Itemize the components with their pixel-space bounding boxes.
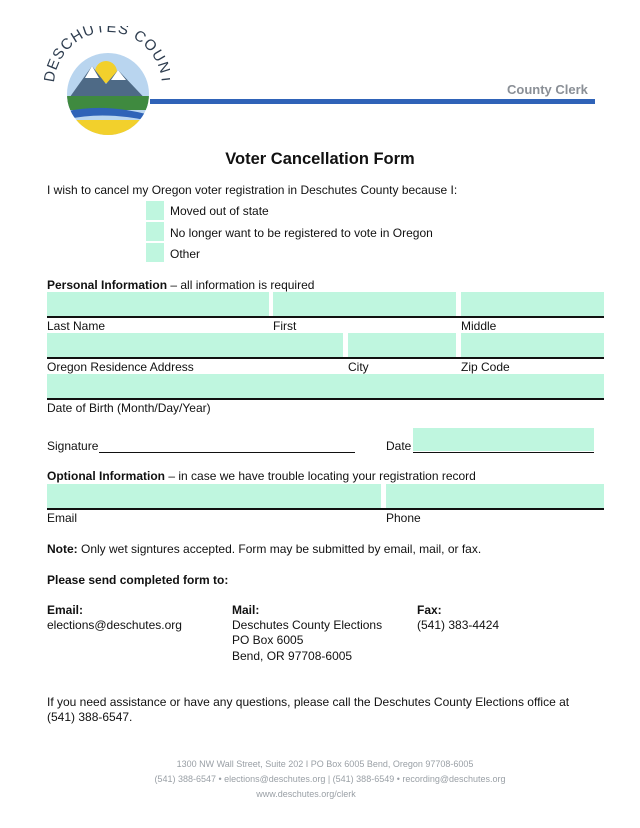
phone-label: Phone: [386, 511, 421, 525]
mail-address-line: PO Box 6005: [232, 633, 304, 647]
date-line: [413, 452, 594, 453]
footer-contacts: (541) 388-6547 • elections@deschutes.org | (541) 388-6549 • recording@deschutes.org: [154, 774, 506, 784]
personal-heading-bold: Personal Information: [47, 278, 168, 292]
middle-name-field[interactable]: [461, 292, 604, 316]
assistance-text: If you need assistance or have any questions, please call the Deschutes County Elections office at: [47, 695, 570, 709]
footer-address: 1300 NW Wall Street, Suite 202 I PO Box 6005 Bend, Oregon 97708-6005: [176, 759, 474, 769]
optional-heading-bold: Optional Information: [47, 469, 165, 483]
last-name-label: Last Name: [47, 319, 106, 333]
zip-field[interactable]: [461, 333, 604, 357]
mail-address-line: Bend, OR 97708-6005: [232, 649, 353, 663]
field-underline: [47, 508, 604, 510]
city-field[interactable]: [348, 333, 456, 357]
note: [47, 542, 481, 556]
field-underline: [47, 316, 604, 318]
personal-heading-sub: – all information is required: [167, 278, 315, 292]
phone-field[interactable]: [386, 484, 604, 508]
header-rule: [150, 99, 595, 104]
reason-label: Moved out of state: [170, 204, 269, 218]
assistance-text: (541) 388-6547.: [47, 710, 133, 724]
note-label: Note:: [47, 542, 78, 556]
date-field[interactable]: [413, 428, 594, 451]
reason-checkbox-no-longer[interactable]: [146, 222, 164, 241]
address-label: Oregon Residence Address: [47, 360, 194, 374]
email-label: Email: [47, 511, 78, 525]
dob-field[interactable]: [47, 374, 604, 398]
optional-info-heading: [47, 469, 476, 483]
email-contact-label: Email:: [47, 603, 84, 617]
fax-number: (541) 383-4424: [417, 618, 500, 632]
city-label: City: [348, 360, 369, 374]
signature-line[interactable]: [99, 452, 355, 453]
reason-checkbox-other[interactable]: [146, 243, 164, 262]
address-field[interactable]: [47, 333, 343, 357]
reason-label: Other: [170, 247, 201, 261]
reason-checkbox-moved[interactable]: [146, 201, 164, 220]
svg-text:DESCHUTES COUNTY: ESCHUTES COU: [44, 26, 169, 73]
form-title: Voter Cancellation Form: [225, 150, 415, 168]
county-logo: [44, 26, 170, 136]
zip-label: Zip Code: [461, 360, 510, 374]
send-heading: Please send completed form to:: [47, 573, 229, 587]
email-field[interactable]: [47, 484, 381, 508]
middle-name-label: Middle: [461, 319, 497, 333]
date-label: Date: [386, 439, 412, 453]
reason-label: No longer want to be registered to vote in Oregon: [170, 226, 433, 240]
mail-contact-label: Mail:: [232, 603, 260, 617]
note-text: Only wet signtures accepted. Form may be submitted by email, mail, or fax.: [77, 542, 482, 556]
footer-website[interactable]: www.deschutes.org/clerk: [256, 789, 356, 799]
first-name-field[interactable]: [273, 292, 456, 316]
form-intro: I wish to cancel my Oregon voter registration in Deschutes County because I:: [47, 183, 458, 197]
first-name-label: First: [273, 319, 297, 333]
last-name-field[interactable]: [47, 292, 269, 316]
email-contact-link[interactable]: elections@deschutes.org: [47, 618, 182, 632]
signature-label: Signature: [47, 439, 99, 453]
fax-contact-label: Fax:: [417, 603, 442, 617]
personal-info-heading: [47, 278, 314, 292]
field-underline: [47, 357, 604, 359]
mail-address-line: Deschutes County Elections: [232, 618, 383, 632]
department-title: County Clerk: [507, 82, 588, 97]
field-underline: [47, 398, 604, 400]
dob-label: Date of Birth (Month/Day/Year): [47, 401, 211, 415]
optional-heading-sub: – in case we have trouble locating your registration record: [165, 469, 476, 483]
